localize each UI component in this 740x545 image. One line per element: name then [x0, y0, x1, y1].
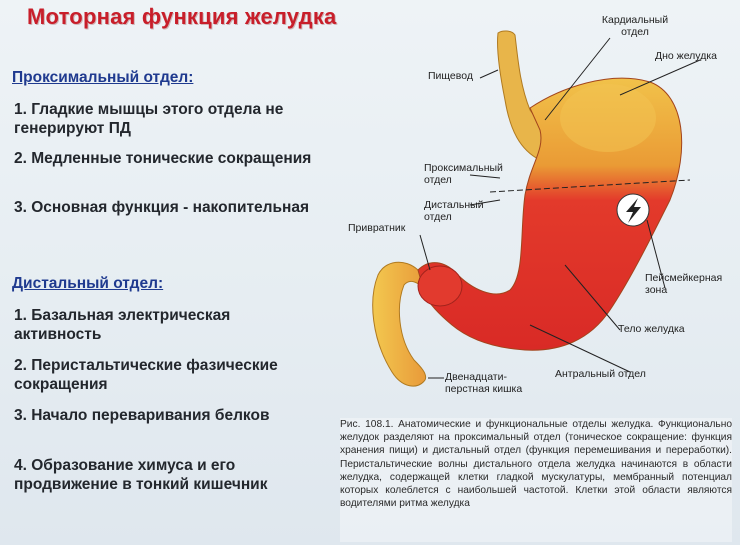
distal-item-1: 1. Базальная электрическая активность — [14, 307, 231, 343]
page-title: Моторная функция желудка — [27, 4, 337, 29]
fundus-highlight — [560, 84, 656, 152]
proximal-heading: Проксимальный отдел: — [12, 69, 194, 86]
distal-item-2: 2. Перистальтические фазические сокращения — [14, 357, 278, 393]
proximal-item-3: 3. Основная функция - накопительная — [14, 199, 310, 216]
distal-heading: Дистальный отдел: — [12, 275, 164, 292]
label-body: Тело желудка — [618, 323, 685, 335]
proximal-item-2: 2. Медленные тонические сокращения — [14, 150, 312, 167]
duodenum-shape — [373, 262, 426, 386]
figure-caption — [340, 418, 732, 542]
label-proximal-part: Проксимальный отдел — [424, 162, 503, 186]
lightning-icon — [617, 194, 649, 226]
proximal-item-1: 1. Гладкие мышцы этого отдела не генерируют ПД — [14, 101, 284, 137]
label-antrum: Антральный отдел — [555, 368, 646, 380]
distal-item-4: 4. Образование химуса и его продвижение в тонкий кишечник — [14, 457, 268, 493]
label-distal-part: Дистальный отдел — [424, 199, 484, 223]
label-pylorus: Привратник — [348, 222, 406, 234]
label-cardia: Кардиальный отдел — [601, 14, 669, 38]
pylorus-shape — [418, 266, 462, 306]
label-fundus: Дно желудка — [655, 50, 718, 62]
distal-item-3: 3. Начало переваривания белков — [14, 407, 270, 424]
caption-text: Рис. 108.1. Анатомические и функциональные отделы желудка. Функционально желудок разделяют на проксимальный отдел (тоническое сокращение: функция хранения пищи) и дистальный отдел (функция перемешивания и переработки). Перистальтические волны дистального отдела желудка начинаются в области желудка, содержащей клетки гладкой мускулатуры, мембранный потенциал которых колеблется с наибольшей частотой. Клетки этой области являются водителями ритма желудка — [340, 419, 732, 510]
label-duodenum: Двенадцати-перстная кишка — [445, 371, 523, 395]
label-pacemaker: Пейсмейкерная зона — [645, 272, 723, 296]
label-esophagus: Пищевод — [428, 70, 473, 82]
